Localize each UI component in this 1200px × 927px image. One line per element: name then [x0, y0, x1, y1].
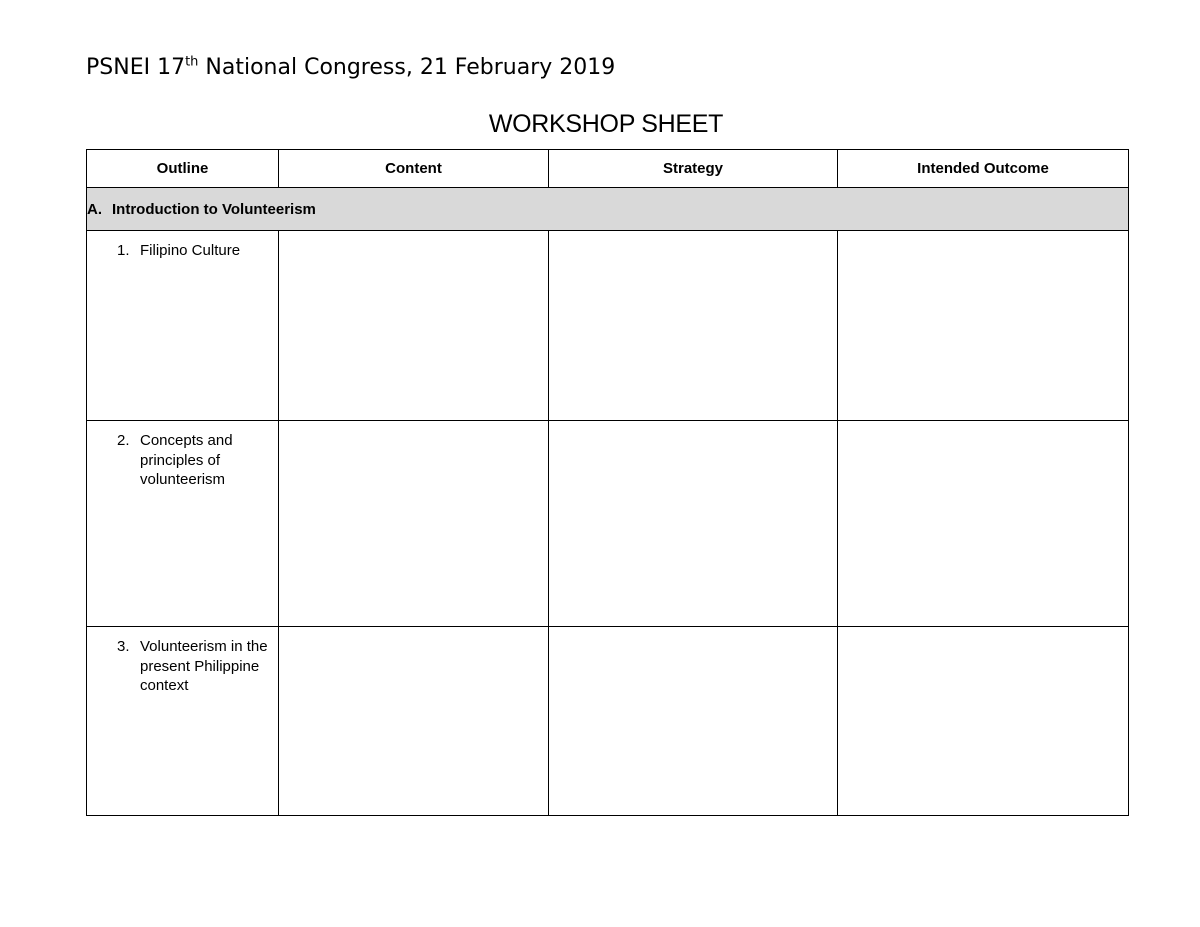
document-header [86, 52, 615, 84]
section-letter: A. [87, 200, 102, 218]
page-title: WORKSHOP SHEET [488, 110, 724, 138]
strategy-cell[interactable] [549, 421, 838, 627]
table-row [87, 421, 1129, 627]
intended-outcome-cell[interactable] [838, 231, 1129, 421]
outline-cell [87, 231, 279, 421]
table-header-row [87, 150, 1129, 188]
column-header-strategy: Strategy [549, 150, 838, 188]
header-text: PSNEI 17 [86, 55, 186, 80]
section-row [87, 188, 1129, 231]
item-number: 1. [117, 242, 130, 259]
content-cell[interactable] [279, 421, 549, 627]
item-number: 2. [117, 432, 130, 449]
outline-cell [87, 421, 279, 627]
item-number: 3. [117, 638, 130, 655]
outline-cell [87, 627, 279, 816]
header-superscript: th [185, 54, 199, 70]
content-cell[interactable] [279, 231, 549, 421]
strategy-cell[interactable] [549, 627, 838, 816]
workshop-table [86, 149, 1129, 816]
header-text-rest: National Congress, 21 February 2019 [198, 55, 616, 80]
content-cell[interactable] [279, 627, 549, 816]
intended-outcome-cell[interactable] [838, 421, 1129, 627]
section-cell [87, 188, 1129, 231]
column-header-content: Content [279, 150, 549, 188]
section-label: Introduction to Volunteerism [112, 200, 316, 218]
column-header-intended-outcome: Intended Outcome [838, 150, 1129, 188]
item-text: Filipino Culture [140, 242, 241, 259]
column-header-outline: Outline [87, 150, 279, 188]
table-row [87, 231, 1129, 421]
strategy-cell[interactable] [549, 231, 838, 421]
intended-outcome-cell[interactable] [838, 627, 1129, 816]
table-row [87, 627, 1129, 816]
item-text: Concepts and principles of volunteerism [140, 432, 233, 488]
item-text: Volunteerism in the present Philippine context [140, 638, 268, 694]
